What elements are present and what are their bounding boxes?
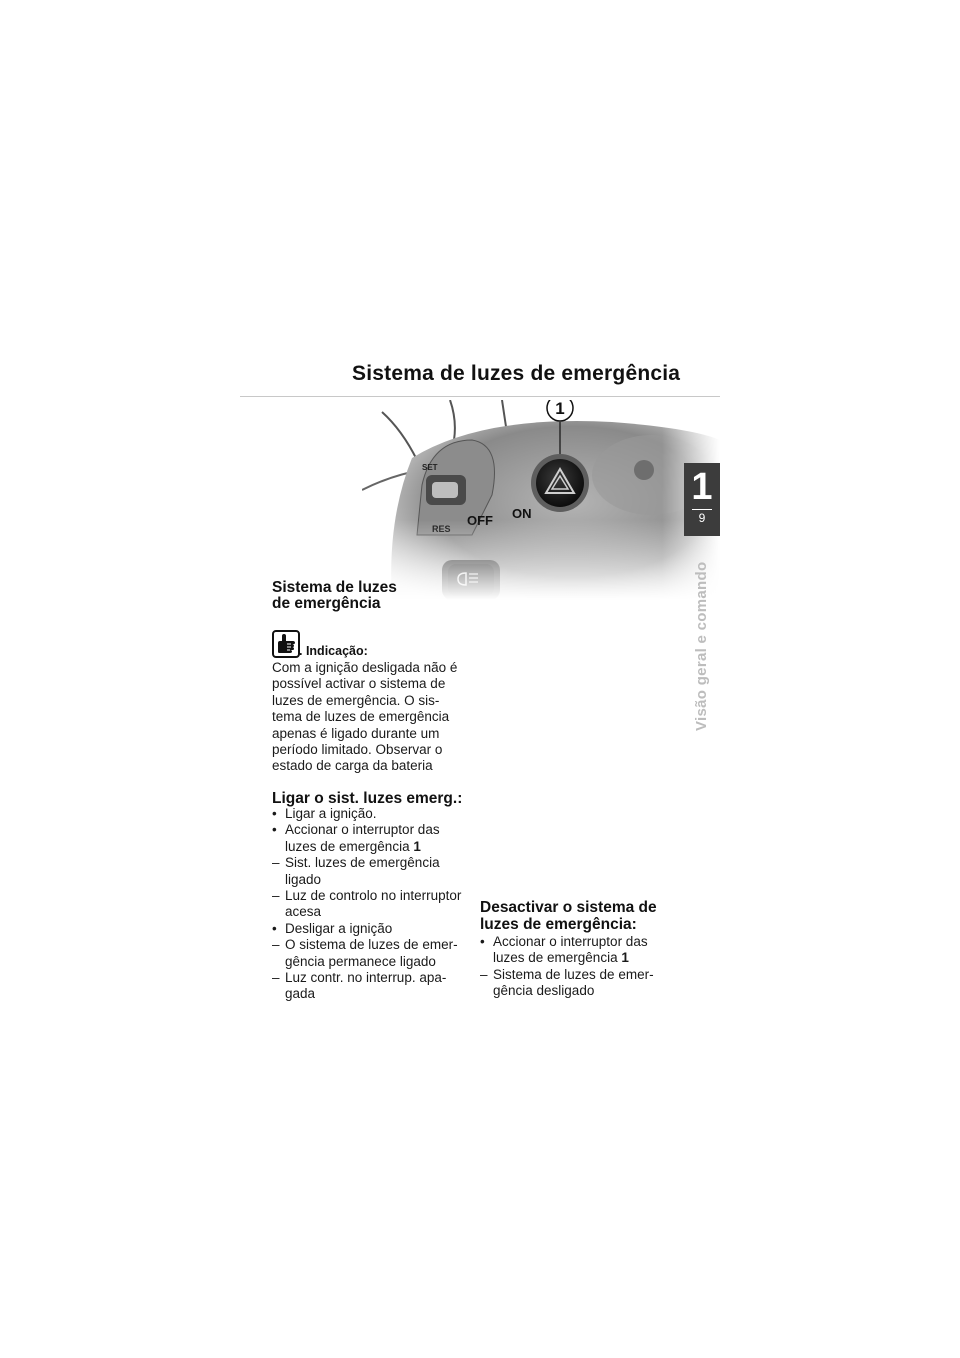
list-item: • Accionar o interruptor das luzes de emergência 1 bbox=[272, 822, 440, 854]
page-title: Sistema de luzes de emergência bbox=[352, 362, 681, 385]
list-item: – Luz de controlo no interruptor acesa bbox=[272, 888, 462, 920]
chapter-side-label: Visão geral e comando bbox=[693, 561, 710, 731]
list-item: – Sist. luzes de emergência ligado bbox=[272, 855, 440, 887]
title-divider bbox=[240, 396, 720, 397]
hazard-switch-photo bbox=[362, 400, 720, 600]
desactivar-steps bbox=[480, 934, 654, 1000]
list-item: – O sistema de luzes de emer- gência permanece ligado bbox=[272, 937, 458, 969]
list-item: • Desligar a ignição bbox=[272, 920, 393, 936]
ligar-steps bbox=[272, 806, 461, 1003]
chapter-divider bbox=[692, 509, 712, 510]
chapter-tab bbox=[684, 463, 720, 536]
list-item: – Sistema de luzes de emer- gência desligado bbox=[480, 966, 654, 999]
section-heading: Sistema de luzes de emergência bbox=[272, 579, 397, 612]
desactivar-heading: Desactivar o sistema de luzes de emergência: bbox=[480, 899, 657, 933]
list-item: • Ligar a ignição. bbox=[272, 806, 377, 821]
chapter-number: 1 bbox=[691, 466, 713, 508]
page-number: 9 bbox=[698, 511, 706, 525]
list-item: • Accionar o interruptor das luzes de emergência 1 bbox=[480, 934, 648, 966]
note-heading: . Indicação: bbox=[299, 644, 368, 658]
note-text: Com a ignição desligada não é possível activar o sistema de luzes de emergência. O sis- tema de luzes de emergência apenas é ligado durante um período limitado. Observar o estado de carga da bateria bbox=[272, 660, 458, 774]
hand-pointer-note-icon bbox=[272, 630, 300, 658]
list-item: – Luz contr. no interrup. apa- gada bbox=[272, 970, 447, 1002]
ligar-heading: Ligar o sist. luzes emerg.: bbox=[272, 790, 463, 807]
